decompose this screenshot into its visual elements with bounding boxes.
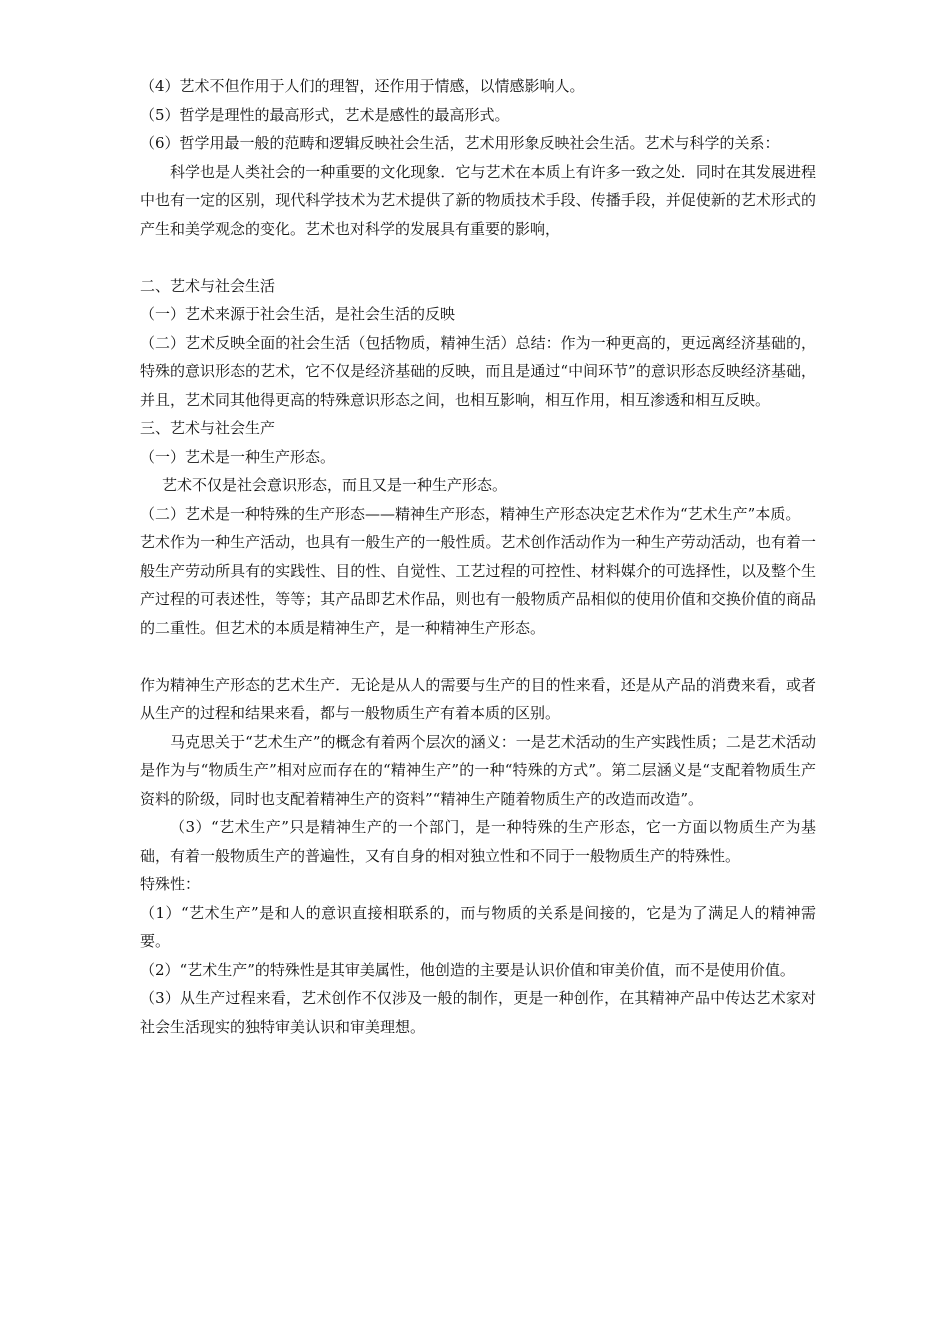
paragraph-3-1-body: 艺术不仅是社会意识形态，而且又是一种生产形态。 — [162, 476, 508, 494]
particularity-item-3: （3）从生产过程来看，艺术创作不仅涉及一般的制作，更是一种创作，在其精神产品中传达艺术家对社会生活现实的独特审美认识和审美理想。 — [140, 989, 816, 1036]
subsection-heading-3-1: （一）艺术是一种生产形态。 — [140, 447, 336, 466]
paragraph-2-2-summary: （二）艺术反映全面的社会生活（包括物质，精神生活）总结：作为一种更高的，更远离经济基础的，特殊的意识形态的艺术，它不仅是经济基础的反映，而且是通过“中间环节”的意识形态反映经济基础，并且，艺术同其他得更高的特殊意识形态之间，也相互影响，相互作用，相互渗透和相互反映。 — [140, 333, 816, 409]
subsection-heading-2-1: （一）艺术来源于社会生活，是社会生活的反映 — [140, 305, 456, 323]
section-heading-3: 三、艺术与社会生产 — [140, 419, 276, 437]
blank-line — [140, 243, 816, 272]
document-body — [140, 72, 816, 1041]
paragraph-item-6: （6）哲学用最一般的范畴和逻辑反映社会生活，艺术用形象反映社会生活。艺术与科学的关系： — [140, 134, 780, 152]
paragraph-art-and-science: 科学也是人类社会的一种重要的文化现象．它与艺术在本质上有许多一致之处．同时在其发展进程中也有一定的区别，现代科学技术为艺术提供了新的物质技术手段、传播手段，并促使新的艺术形式的产生和美学观念的变化。艺术也对科学的发展具有重要的影响， — [140, 162, 816, 238]
paragraph-production-nature: 艺术作为一种生产活动，也具有一般生产的一般性质。艺术创作活动作为一种生产劳动活动，也有着一般生产劳动所具有的实践性、目的性、自觉性、工艺过程的可控性、材料媒介的可选择性，以及整个生产过程的可表述性，等等；其产品即艺术作品，则也有一般物质产品相似的使用价值和交换价值的商品的二重性。但艺术的本质是精神生产，是一种精神生产形态。 — [140, 533, 816, 637]
blank-line — [140, 642, 816, 671]
paragraph-spiritual-production: 作为精神生产形态的艺术生产．无论是从人的需要与生产的目的性来看，还是从产品的消费来看，或者从生产的过程和结果来看，都与一般物质生产有着本质的区别。 — [140, 675, 816, 722]
paragraph-item-5: （5）哲学是理性的最高形式，艺术是感性的最高形式。 — [140, 105, 510, 124]
particularity-item-1: （1）“艺术生产”是和人的意识直接相联系的，而与物质的关系是间接的，它是为了满足人的精神需要。 — [140, 903, 816, 950]
particularity-item-2: （2）“艺术生产”的特殊性是其审美属性，他创造的主要是认识价值和审美价值，而不是使用价值。 — [140, 960, 795, 979]
section-heading-2: 二、艺术与社会生活 — [140, 276, 276, 295]
paragraph-item-3-art-production: （3）“艺术生产”只是精神生产的一个部门，是一种特殊的生产形态，它一方面以物质生产为基础，有着一般物质生产的普遍性，又有自身的相对独立性和不同于一般物质生产的特殊性。 — [140, 818, 816, 865]
paragraph-marx-art-production: 马克思关于“艺术生产”的概念有着两个层次的涵义：一是艺术活动的生产实践性质；二是艺术活动是作为与“物质生产”相对应而存在的“精神生产”的一种“特殊的方式”。第二层涵义是“支配着物质生产资料的阶级，同时也支配着精神生产的资料”“精神生产随着物质生产的改造而改造”。 — [140, 732, 816, 808]
paragraph-item-4: （4）艺术不但作用于人们的理智，还作用于情感，以情感影响人。 — [140, 77, 585, 95]
subsection-heading-3-2: （二）艺术是一种特殊的生产形态——精神生产形态，精神生产形态决定艺术作为“艺术生产”本质。 — [140, 504, 801, 523]
particularity-heading: 特殊性： — [140, 875, 201, 893]
